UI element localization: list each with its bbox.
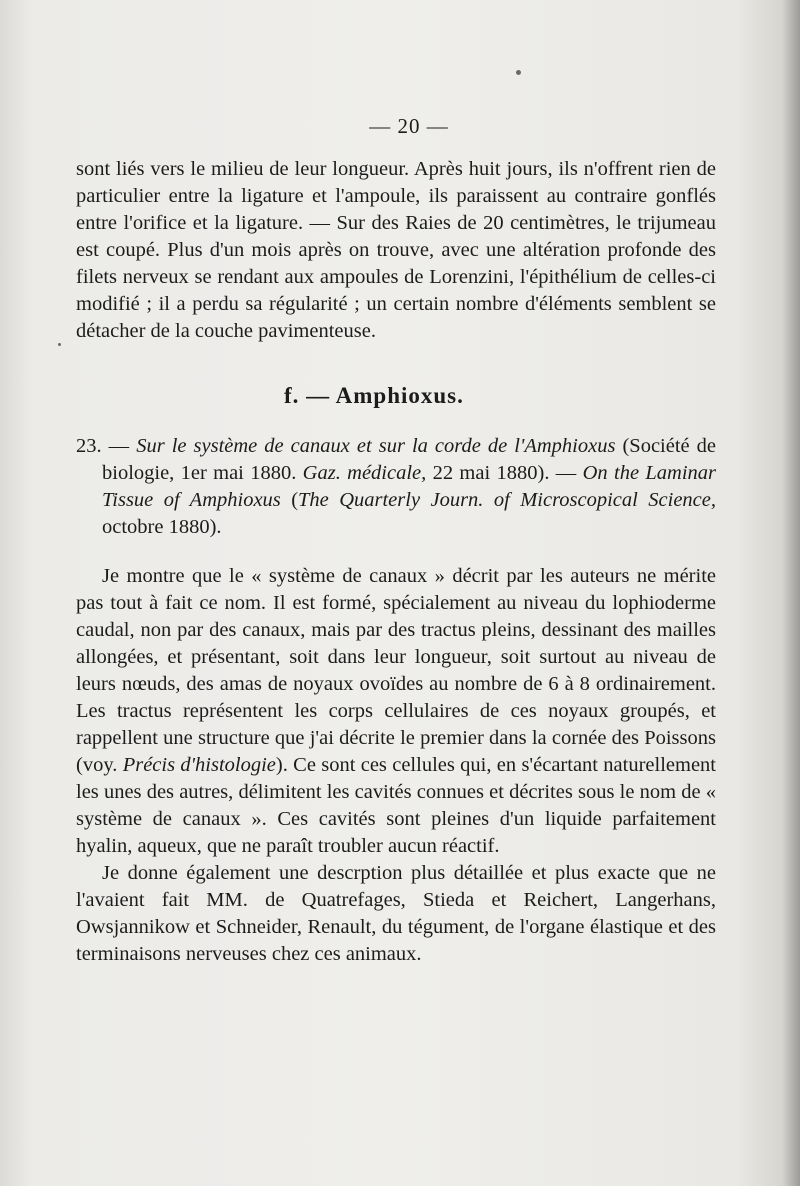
entry-journal-2: The Quarterly Journ. of Microscopical Science, (298, 489, 716, 511)
page-content (76, 112, 716, 968)
entry-date-1: 22 mai 1880). — (432, 462, 577, 484)
body-paragraph-1-text: Je montre que le « système de canaux » décrit par les auteurs ne mérite pas tout à fait ce nom. Il est formé, spécialement au niveau du lophioderme caudal, non par des canaux, mais par des tractus pleins, dessinant des mailles allongées, et présentant, soit dans leur longueur, soit surtout au niveau de leurs nœuds, des amas de noyaux ovoïdes au nombre de 6 à 8 ordinairement. Les tractus représentent les corps cellulaires de ces noyaux groupés, et rappellent une structure que j'ai décrite le premier dans la cornée des Poissons (voy. (76, 565, 716, 776)
entry-title-fr: Sur le système de canaux et sur la corde de l'Amphioxus (136, 435, 616, 457)
paper-speck (516, 70, 521, 75)
body-paragraph-1 (76, 563, 716, 860)
entry-number: 23. — (76, 435, 130, 457)
entry-journal-2-open: ( (291, 489, 299, 511)
page-number: — 20 — (369, 114, 449, 138)
entry-source-1: (Société de biologie, 1er mai 1880. (102, 435, 717, 484)
entry-date-2: octobre 1880). (102, 516, 222, 538)
binding-shadow (782, 0, 800, 1186)
body-paragraph-2: Je donne également une descrption plus détaillée et plus exacte que ne l'avaient fait MM. de Quatrefages, Stieda et Reichert, Langerhans, Owsjannikow et Schneider, Renault, du tégument, de l'organe élastique et des terminaisons nerveuses chez ces animaux. (76, 862, 716, 965)
intro-paragraph: sont liés vers le milieu de leur longueur. Après huit jours, ils n'offrent rien de particulier entre la ligature et l'ampoule, ils paraissent au contraire gonflés entre l'orifice et la ligature. — Sur des Raies de 20 centimètres, le trijumeau est coupé. Plus d'un mois après on trouve, avec une altération profonde des filets nerveux se rendant aux ampoules de Lorenzini, l'épithélium de celles-ci modifié ; il a perdu sa régularité ; un certain nombre d'éléments semblent se détacher de la couche pavimenteuse. (76, 158, 716, 342)
body-paragraph-1-italic: Précis d'histologie (122, 754, 276, 776)
section-heading: f. — Amphioxus. (284, 383, 464, 408)
entry-title-en: On the Laminar Tissue of Amphioxus (102, 462, 717, 511)
body-paragraph-1-end: ). Ce sont ces cellules qui, en s'écartant naturellement les unes des autres, délimitent les cavités connues et décrites sous le nom de « système de canaux ». Ces cavités sont pleines d'un liquide parfaitement hyalin, aqueux, que ne paraît troubler aucun réactif. (76, 754, 717, 857)
paper-speck (58, 343, 61, 346)
bibliography-entry (76, 433, 716, 541)
entry-journal-1: Gaz. médicale, (302, 462, 427, 484)
